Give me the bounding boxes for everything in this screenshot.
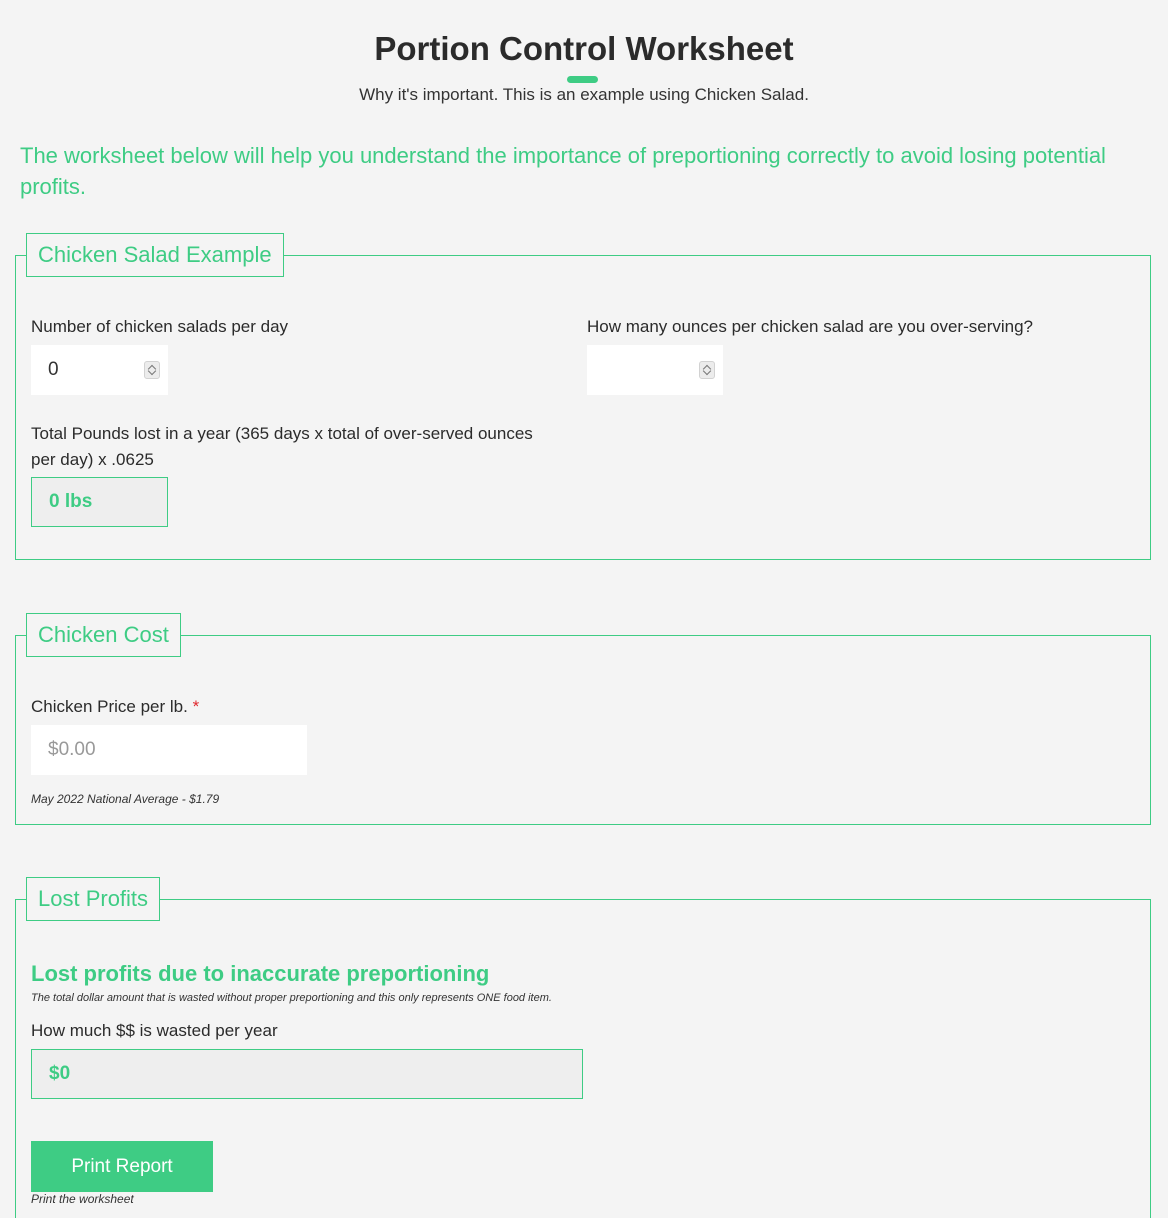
lost-profits-section [15, 886, 1151, 1218]
lost-profits-legend: Lost Profits [26, 877, 160, 921]
page-subtitle: Why it's important. This is an example using Chicken Salad. [359, 85, 809, 104]
salads-per-day-input[interactable] [31, 345, 168, 395]
chicken-price-label [31, 694, 199, 720]
pounds-lost-label: Total Pounds lost in a year (365 days x total of over-served ounces per day) x .0625 [31, 424, 533, 469]
page-title: Portion Control Worksheet [374, 30, 794, 67]
salads-per-day-label: Number of chicken salads per day [31, 317, 289, 336]
wasted-per-year-result: $0 [31, 1049, 583, 1099]
national-average-hint: May 2022 National Average - $1.79 [31, 792, 220, 806]
lost-profits-heading: Lost profits due to inaccurate preportioning [31, 961, 490, 986]
title-underline [567, 76, 598, 83]
pounds-lost-result: 0 lbs [31, 477, 168, 527]
salads-per-day-value: 0 [48, 359, 59, 380]
ounces-stepper[interactable] [699, 361, 715, 379]
chicken-cost-legend: Chicken Cost [26, 613, 181, 657]
ounces-over-served-label: How many ounces per chicken salad are you over-serving? [587, 317, 1034, 336]
chicken-cost-section [15, 622, 1151, 825]
chicken-salad-legend: Chicken Salad Example [26, 233, 284, 277]
chicken-salad-section [15, 242, 1151, 560]
salads-stepper[interactable] [144, 361, 160, 379]
lost-profits-description: The total dollar amount that is wasted without proper preportioning and this only represents ONE food item. [31, 992, 552, 1004]
chicken-price-input[interactable]: $0.00 [31, 725, 307, 775]
intro-text: The worksheet below will help you understand the importance of preportioning correctly to avoid losing potential profits. [20, 143, 1106, 199]
print-report-button[interactable]: Print Report [31, 1141, 213, 1192]
print-hint: Print the worksheet [31, 1192, 134, 1206]
chicken-price-label-text: Chicken Price per lb. [31, 697, 188, 716]
required-mark: * [192, 697, 200, 716]
wasted-per-year-label: How much $$ is wasted per year [31, 1021, 278, 1040]
ounces-over-served-input[interactable] [587, 345, 723, 395]
